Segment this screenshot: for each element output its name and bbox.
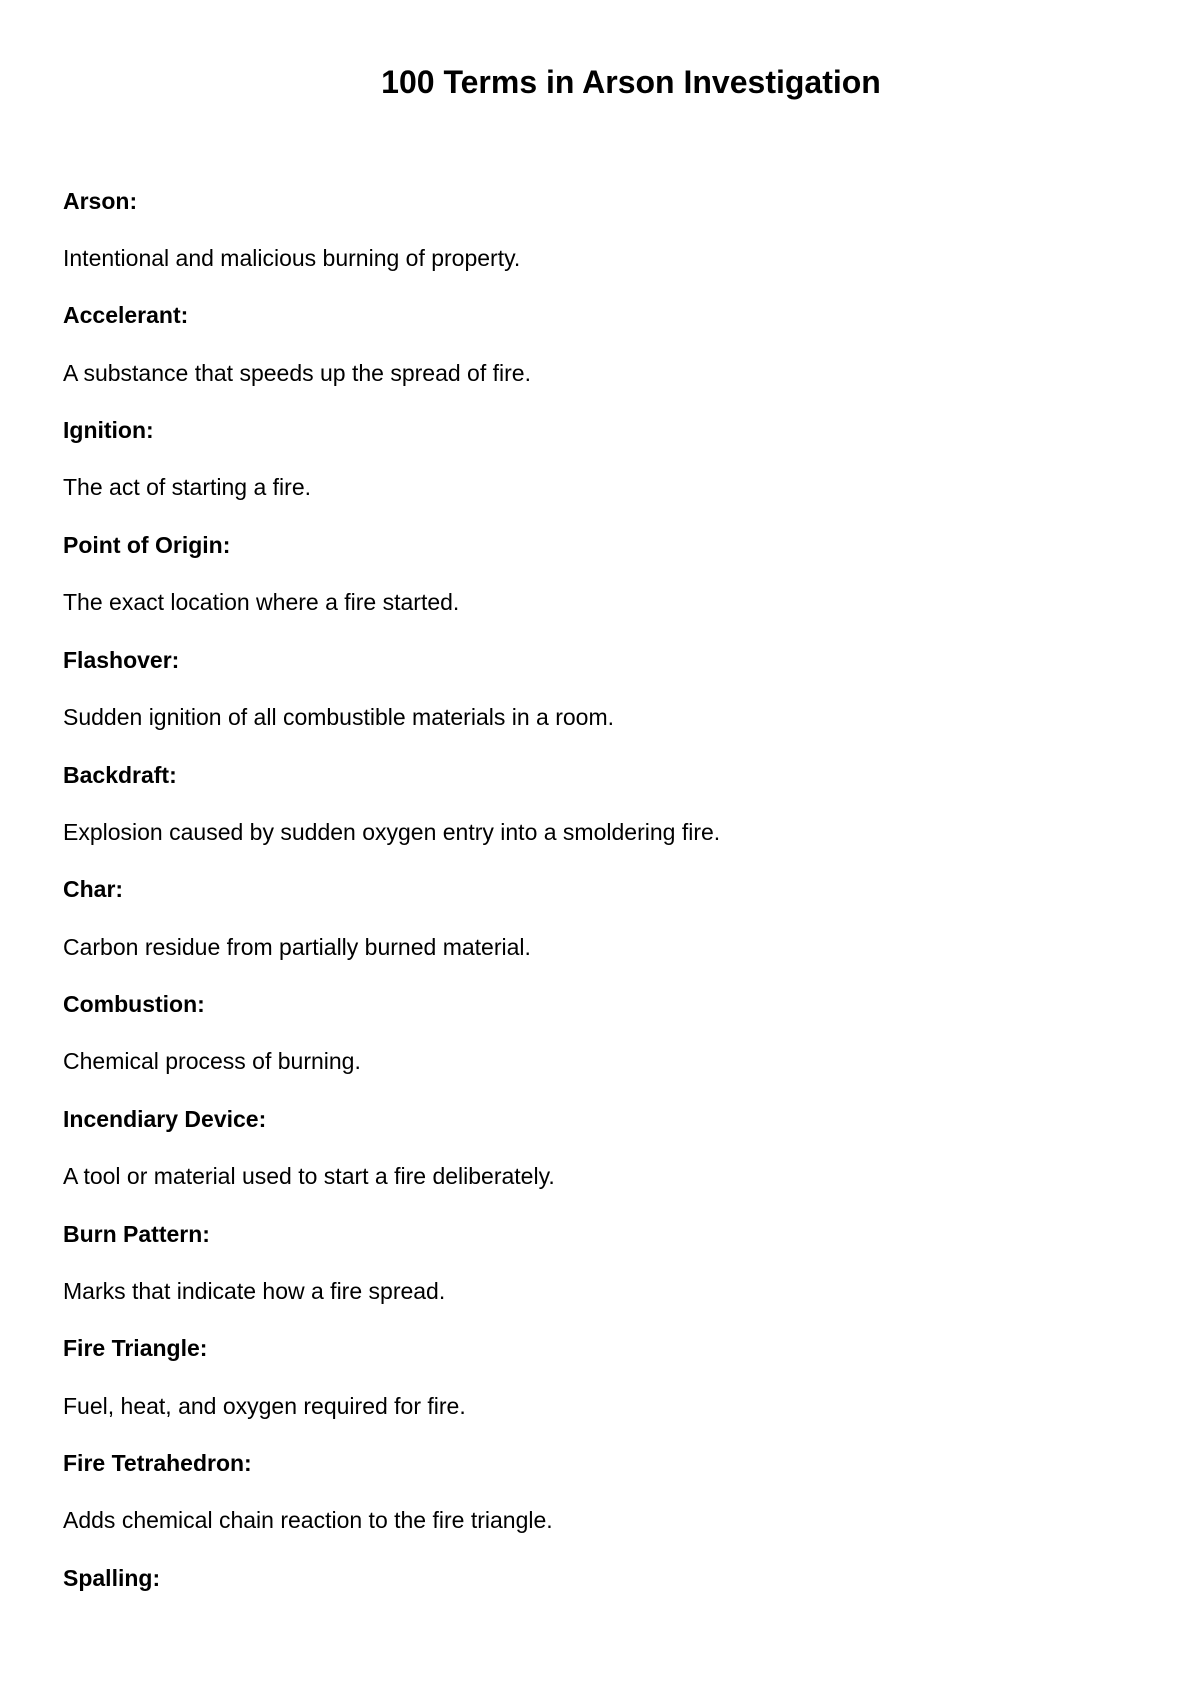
term-label: Point of Origin: xyxy=(63,532,231,558)
term-definition: The act of starting a fire. xyxy=(63,474,312,500)
term-definition: Fuel, heat, and oxygen required for fire. xyxy=(63,1393,466,1419)
term-definition: A tool or material used to start a fire deliberately. xyxy=(63,1163,555,1189)
term-label: Arson: xyxy=(63,188,138,214)
term-definition: Marks that indicate how a fire spread. xyxy=(63,1278,446,1304)
term-definition: Explosion caused by sudden oxygen entry into a smoldering fire. xyxy=(63,819,721,845)
term-label: Char: xyxy=(63,876,124,902)
term-label: Fire Tetrahedron: xyxy=(63,1450,252,1476)
term-label: Incendiary Device: xyxy=(63,1106,267,1132)
term-label: Combustion: xyxy=(63,991,205,1017)
term-label: Accelerant: xyxy=(63,302,189,328)
term-definition: Chemical process of burning. xyxy=(63,1048,361,1074)
term-label: Burn Pattern: xyxy=(63,1221,210,1247)
term-label: Ignition: xyxy=(63,417,154,443)
term-definition: Carbon residue from partially burned material. xyxy=(63,934,531,960)
term-definition: Intentional and malicious burning of property. xyxy=(63,245,521,271)
document-title: 100 Terms in Arson Investigation xyxy=(381,64,881,100)
term-definition: The exact location where a fire started. xyxy=(63,589,460,615)
term-definition: A substance that speeds up the spread of fire. xyxy=(63,360,531,386)
term-definition: Sudden ignition of all combustible materials in a room. xyxy=(63,704,615,730)
term-label: Spalling: xyxy=(63,1565,161,1591)
term-label: Fire Triangle: xyxy=(63,1335,208,1361)
term-definition: Adds chemical chain reaction to the fire triangle. xyxy=(63,1507,553,1533)
term-label: Backdraft: xyxy=(63,762,177,788)
term-label: Flashover: xyxy=(63,647,180,673)
